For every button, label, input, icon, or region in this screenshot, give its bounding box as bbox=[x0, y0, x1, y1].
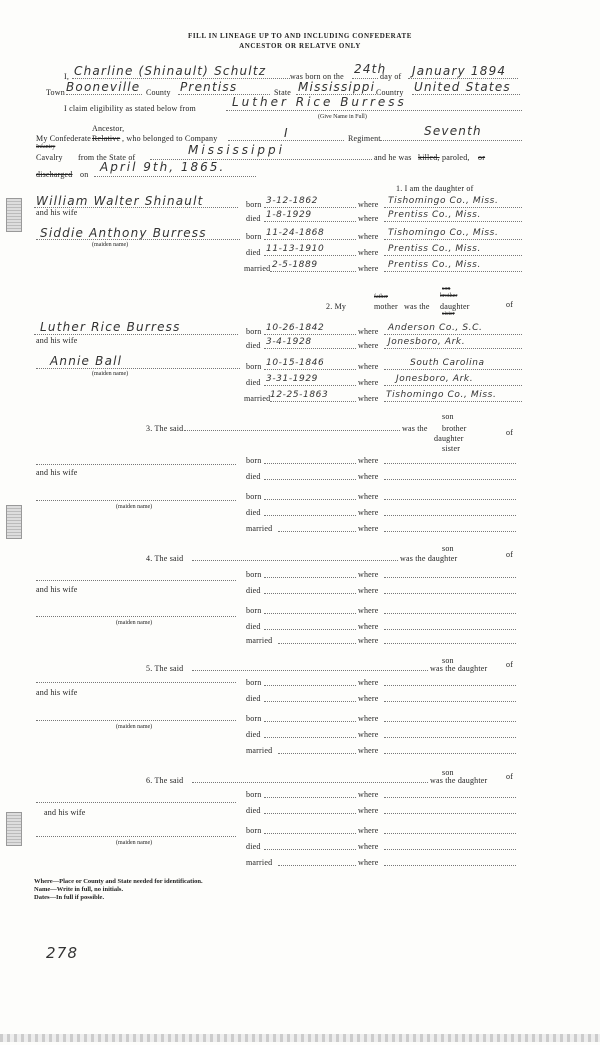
gen2-married[interactable]: 12-25-1863 bbox=[270, 390, 329, 400]
relative-struck: Relative bbox=[92, 134, 121, 143]
discharged-struck: discharged bbox=[36, 170, 73, 179]
gen2-sister-struck: sister bbox=[442, 311, 455, 317]
maiden-hint: (maiden name) bbox=[116, 504, 153, 510]
gen1-mother-died[interactable]: 11-13-1910 bbox=[266, 244, 325, 254]
gen2-father-born-where[interactable]: Anderson Co., S.C. bbox=[388, 323, 483, 333]
where-label: where bbox=[358, 378, 379, 387]
died-label: died bbox=[246, 842, 261, 851]
where-label: where bbox=[358, 200, 379, 209]
maiden-hint: (maiden name) bbox=[92, 242, 129, 248]
gen1-married-where[interactable]: Prentiss Co., Miss. bbox=[388, 260, 481, 270]
town-value[interactable]: Booneville bbox=[66, 80, 141, 94]
gen2-wife-label: and his wife bbox=[36, 336, 78, 345]
married-label: married bbox=[246, 858, 273, 867]
scan-edge bbox=[0, 1034, 600, 1042]
gen1-mother-name[interactable]: Siddie Anthony Burress bbox=[40, 226, 207, 240]
born-label: born bbox=[246, 232, 262, 241]
or-struck: or bbox=[478, 153, 486, 162]
where-label: where bbox=[358, 622, 379, 631]
gen2-father-name[interactable]: Luther Rice Burress bbox=[40, 320, 181, 334]
where-label: where bbox=[358, 730, 379, 739]
gen1-mother-born-where[interactable]: Tishomingo Co., Miss. bbox=[388, 228, 499, 238]
county-label: County bbox=[146, 88, 171, 97]
state-label: State bbox=[274, 88, 291, 97]
from-state-label: from the State of bbox=[78, 153, 136, 162]
day-of-label: day of bbox=[380, 72, 402, 81]
gen5-label: 5. The said bbox=[146, 664, 184, 673]
where-label: where bbox=[358, 524, 379, 533]
where-label: where bbox=[358, 472, 379, 481]
gen6-was-daughter: was the daughter bbox=[430, 776, 488, 785]
gen2-father-died[interactable]: 3-4-1928 bbox=[266, 337, 312, 347]
gen2-was-the: was the bbox=[404, 302, 430, 311]
form-header-line2: ANCESTOR OR RELATVE ONLY bbox=[239, 42, 361, 50]
binder-clip-icon bbox=[6, 505, 22, 539]
gen6-label: 6. The said bbox=[146, 776, 184, 785]
born-label: born bbox=[246, 826, 262, 835]
gen3-of: of bbox=[506, 428, 514, 437]
where-label: where bbox=[358, 746, 379, 755]
maiden-hint: (maiden name) bbox=[116, 724, 153, 730]
died-label: died bbox=[246, 622, 261, 631]
state-value[interactable]: Mississippi bbox=[298, 80, 376, 94]
where-label: where bbox=[358, 586, 379, 595]
gen5-was-daughter: was the daughter bbox=[430, 664, 488, 673]
gen1-mother-died-where[interactable]: Prentiss Co., Miss. bbox=[388, 244, 481, 254]
gen3-brother: brother bbox=[442, 424, 467, 433]
where-label: where bbox=[358, 492, 379, 501]
gen1-father-born[interactable]: 3-12-1862 bbox=[266, 196, 318, 206]
married-label: married bbox=[244, 394, 271, 403]
born-label: born bbox=[246, 714, 262, 723]
gen2-mother-word: mother bbox=[374, 302, 398, 311]
born-label: born bbox=[246, 362, 262, 371]
birth-day[interactable]: 24th bbox=[354, 62, 387, 76]
gen1-father-name[interactable]: William Walter Shinault bbox=[36, 194, 204, 208]
on-label: on bbox=[80, 170, 89, 179]
maiden-hint: (maiden name) bbox=[92, 371, 129, 377]
claim-label: I claim eligibility as stated below from bbox=[64, 104, 196, 113]
gen2-mother-name[interactable]: Annie Ball bbox=[50, 354, 123, 368]
paroled-label: paroled, bbox=[442, 153, 470, 162]
binder-clip-icon bbox=[6, 812, 22, 846]
gen1-wife-label: and his wife bbox=[36, 208, 78, 217]
born-label: born bbox=[246, 678, 262, 687]
born-label: born bbox=[246, 570, 262, 579]
gen6-of: of bbox=[506, 772, 514, 781]
gen3-sister: sister bbox=[442, 444, 461, 453]
gen4-wife-label: and his wife bbox=[36, 585, 78, 594]
where-label: where bbox=[358, 858, 379, 867]
gen1-mother-born[interactable]: 11-24-1868 bbox=[266, 228, 325, 238]
give-name-hint: (Give Name in Full) bbox=[318, 114, 367, 120]
gen2-married-where[interactable]: Tishomingo Co., Miss. bbox=[386, 390, 497, 400]
gen1-father-born-where[interactable]: Tishomingo Co., Miss. bbox=[388, 196, 499, 206]
claim-ancestor-name[interactable]: Luther Rice Burress bbox=[232, 95, 407, 109]
died-label: died bbox=[246, 214, 261, 223]
parole-date[interactable]: April 9th, 1865. bbox=[100, 160, 226, 174]
gen3-son: son bbox=[442, 412, 454, 421]
gen2-mother-born[interactable]: 10-15-1846 bbox=[266, 358, 325, 368]
gen2-daughter: daughter bbox=[440, 302, 470, 311]
maiden-hint: (maiden name) bbox=[116, 840, 153, 846]
died-label: died bbox=[246, 806, 261, 815]
died-label: died bbox=[246, 586, 261, 595]
where-label: where bbox=[358, 508, 379, 517]
died-label: died bbox=[246, 378, 261, 387]
died-label: died bbox=[246, 694, 261, 703]
regiment-label: Regiment bbox=[348, 134, 381, 143]
gen2-brother-struck: brother bbox=[440, 293, 458, 299]
born-label: born bbox=[246, 327, 262, 336]
where-label: where bbox=[358, 232, 379, 241]
where-label: where bbox=[358, 327, 379, 336]
where-label: where bbox=[358, 790, 379, 799]
gen2-mother-born-where[interactable]: South Carolina bbox=[410, 358, 485, 368]
killed-struck: killed, bbox=[418, 153, 440, 162]
cavalry-label: Cavalry bbox=[36, 153, 63, 162]
gen3-label: 3. The said bbox=[146, 424, 184, 433]
from-state-value[interactable]: Mississippi bbox=[188, 143, 285, 157]
note-name: Name—Write in full, no initials. bbox=[34, 886, 124, 893]
gen5-of: of bbox=[506, 660, 514, 669]
where-label: where bbox=[358, 826, 379, 835]
died-label: died bbox=[246, 508, 261, 517]
note-dates: Dates—In full if possible. bbox=[34, 894, 105, 901]
belonged-label: , who belonged to Company bbox=[122, 134, 218, 143]
gen6-son: son bbox=[442, 768, 454, 777]
where-label: where bbox=[358, 264, 379, 273]
where-label: where bbox=[358, 248, 379, 257]
gen3-was-the: was the bbox=[402, 424, 428, 433]
gen6-wife-label: and his wife bbox=[44, 808, 86, 817]
company-value[interactable]: I bbox=[284, 126, 289, 140]
where-label: where bbox=[358, 842, 379, 851]
where-label: where bbox=[358, 678, 379, 687]
i-label: I, bbox=[64, 72, 70, 81]
died-label: died bbox=[246, 248, 261, 257]
died-label: died bbox=[246, 472, 261, 481]
gen4-of: of bbox=[506, 550, 514, 559]
gen4-label: 4. The said bbox=[146, 554, 184, 563]
gen2-father-died-where[interactable]: Jonesboro, Ark. bbox=[388, 337, 466, 347]
county-value[interactable]: Prentiss bbox=[180, 80, 238, 94]
where-label: where bbox=[358, 806, 379, 815]
birth-month-year[interactable]: January 1894 bbox=[412, 64, 507, 78]
gen3-wife-label: and his wife bbox=[36, 468, 78, 477]
married-label: married bbox=[246, 746, 273, 755]
maiden-hint: (maiden name) bbox=[116, 620, 153, 626]
died-label: died bbox=[246, 730, 261, 739]
where-label: where bbox=[358, 570, 379, 579]
where-label: where bbox=[358, 362, 379, 371]
regiment-value[interactable]: Seventh bbox=[424, 124, 482, 138]
where-label: where bbox=[358, 714, 379, 723]
applicant-name[interactable]: Charline (Shinault) Schultz bbox=[74, 64, 267, 78]
gen2-son-struck: son bbox=[442, 286, 451, 292]
page-number: 278 bbox=[46, 944, 79, 962]
gen5-son: son bbox=[442, 656, 454, 665]
gen4-son: son bbox=[442, 544, 454, 553]
where-label: where bbox=[358, 214, 379, 223]
where-label: where bbox=[358, 394, 379, 403]
town-label: Town bbox=[46, 88, 65, 97]
gen3-daughter: daughter bbox=[434, 434, 464, 443]
gen5-wife-label: and his wife bbox=[36, 688, 78, 697]
he-was-label: and he was bbox=[374, 153, 412, 162]
born-label: born bbox=[246, 492, 262, 501]
born-label: born bbox=[246, 456, 262, 465]
married-label: married bbox=[244, 264, 271, 273]
gen2-father-struck: father bbox=[374, 294, 388, 300]
where-label: where bbox=[358, 636, 379, 645]
country-label: Country bbox=[376, 88, 404, 97]
born-label: born bbox=[246, 790, 262, 799]
gen1-label: 1. I am the daughter of bbox=[396, 184, 474, 193]
infantry-struck: Infantry bbox=[36, 144, 56, 150]
died-label: died bbox=[246, 341, 261, 350]
ancestor-label: Ancestor, bbox=[92, 124, 125, 133]
binder-clip-icon bbox=[6, 198, 22, 232]
gen1-father-died-where[interactable]: Prentiss Co., Miss. bbox=[388, 210, 481, 220]
born-label: born bbox=[246, 606, 262, 615]
where-label: where bbox=[358, 341, 379, 350]
married-label: married bbox=[246, 636, 273, 645]
country-value[interactable]: United States bbox=[414, 80, 511, 94]
footer-notes bbox=[34, 878, 203, 902]
gen2-father-born[interactable]: 10-26-1842 bbox=[266, 323, 325, 333]
note-where: Where—Place or County and State needed for identification. bbox=[34, 878, 203, 885]
gen2-label: 2. My bbox=[326, 302, 347, 311]
born-label: born bbox=[246, 200, 262, 209]
where-label: where bbox=[358, 456, 379, 465]
confederate-label: My Confederate bbox=[36, 134, 92, 143]
gen1-father-died[interactable]: 1-8-1929 bbox=[266, 210, 312, 220]
married-label: married bbox=[246, 524, 273, 533]
where-label: where bbox=[358, 694, 379, 703]
gen2-mother-died[interactable]: 3-31-1929 bbox=[266, 374, 318, 384]
where-label: where bbox=[358, 606, 379, 615]
form-header-line1: FILL IN LINEAGE UP TO AND INCLUDING CONFEDERATE bbox=[187, 32, 413, 40]
born-on-label: was born on the bbox=[290, 72, 344, 81]
gen1-married[interactable]: 2-5-1889 bbox=[272, 260, 318, 270]
gen2-of: of bbox=[506, 300, 514, 309]
gen4-was-daughter: was the daughter bbox=[400, 554, 458, 563]
gen2-mother-died-where[interactable]: Jonesboro, Ark. bbox=[396, 374, 474, 384]
